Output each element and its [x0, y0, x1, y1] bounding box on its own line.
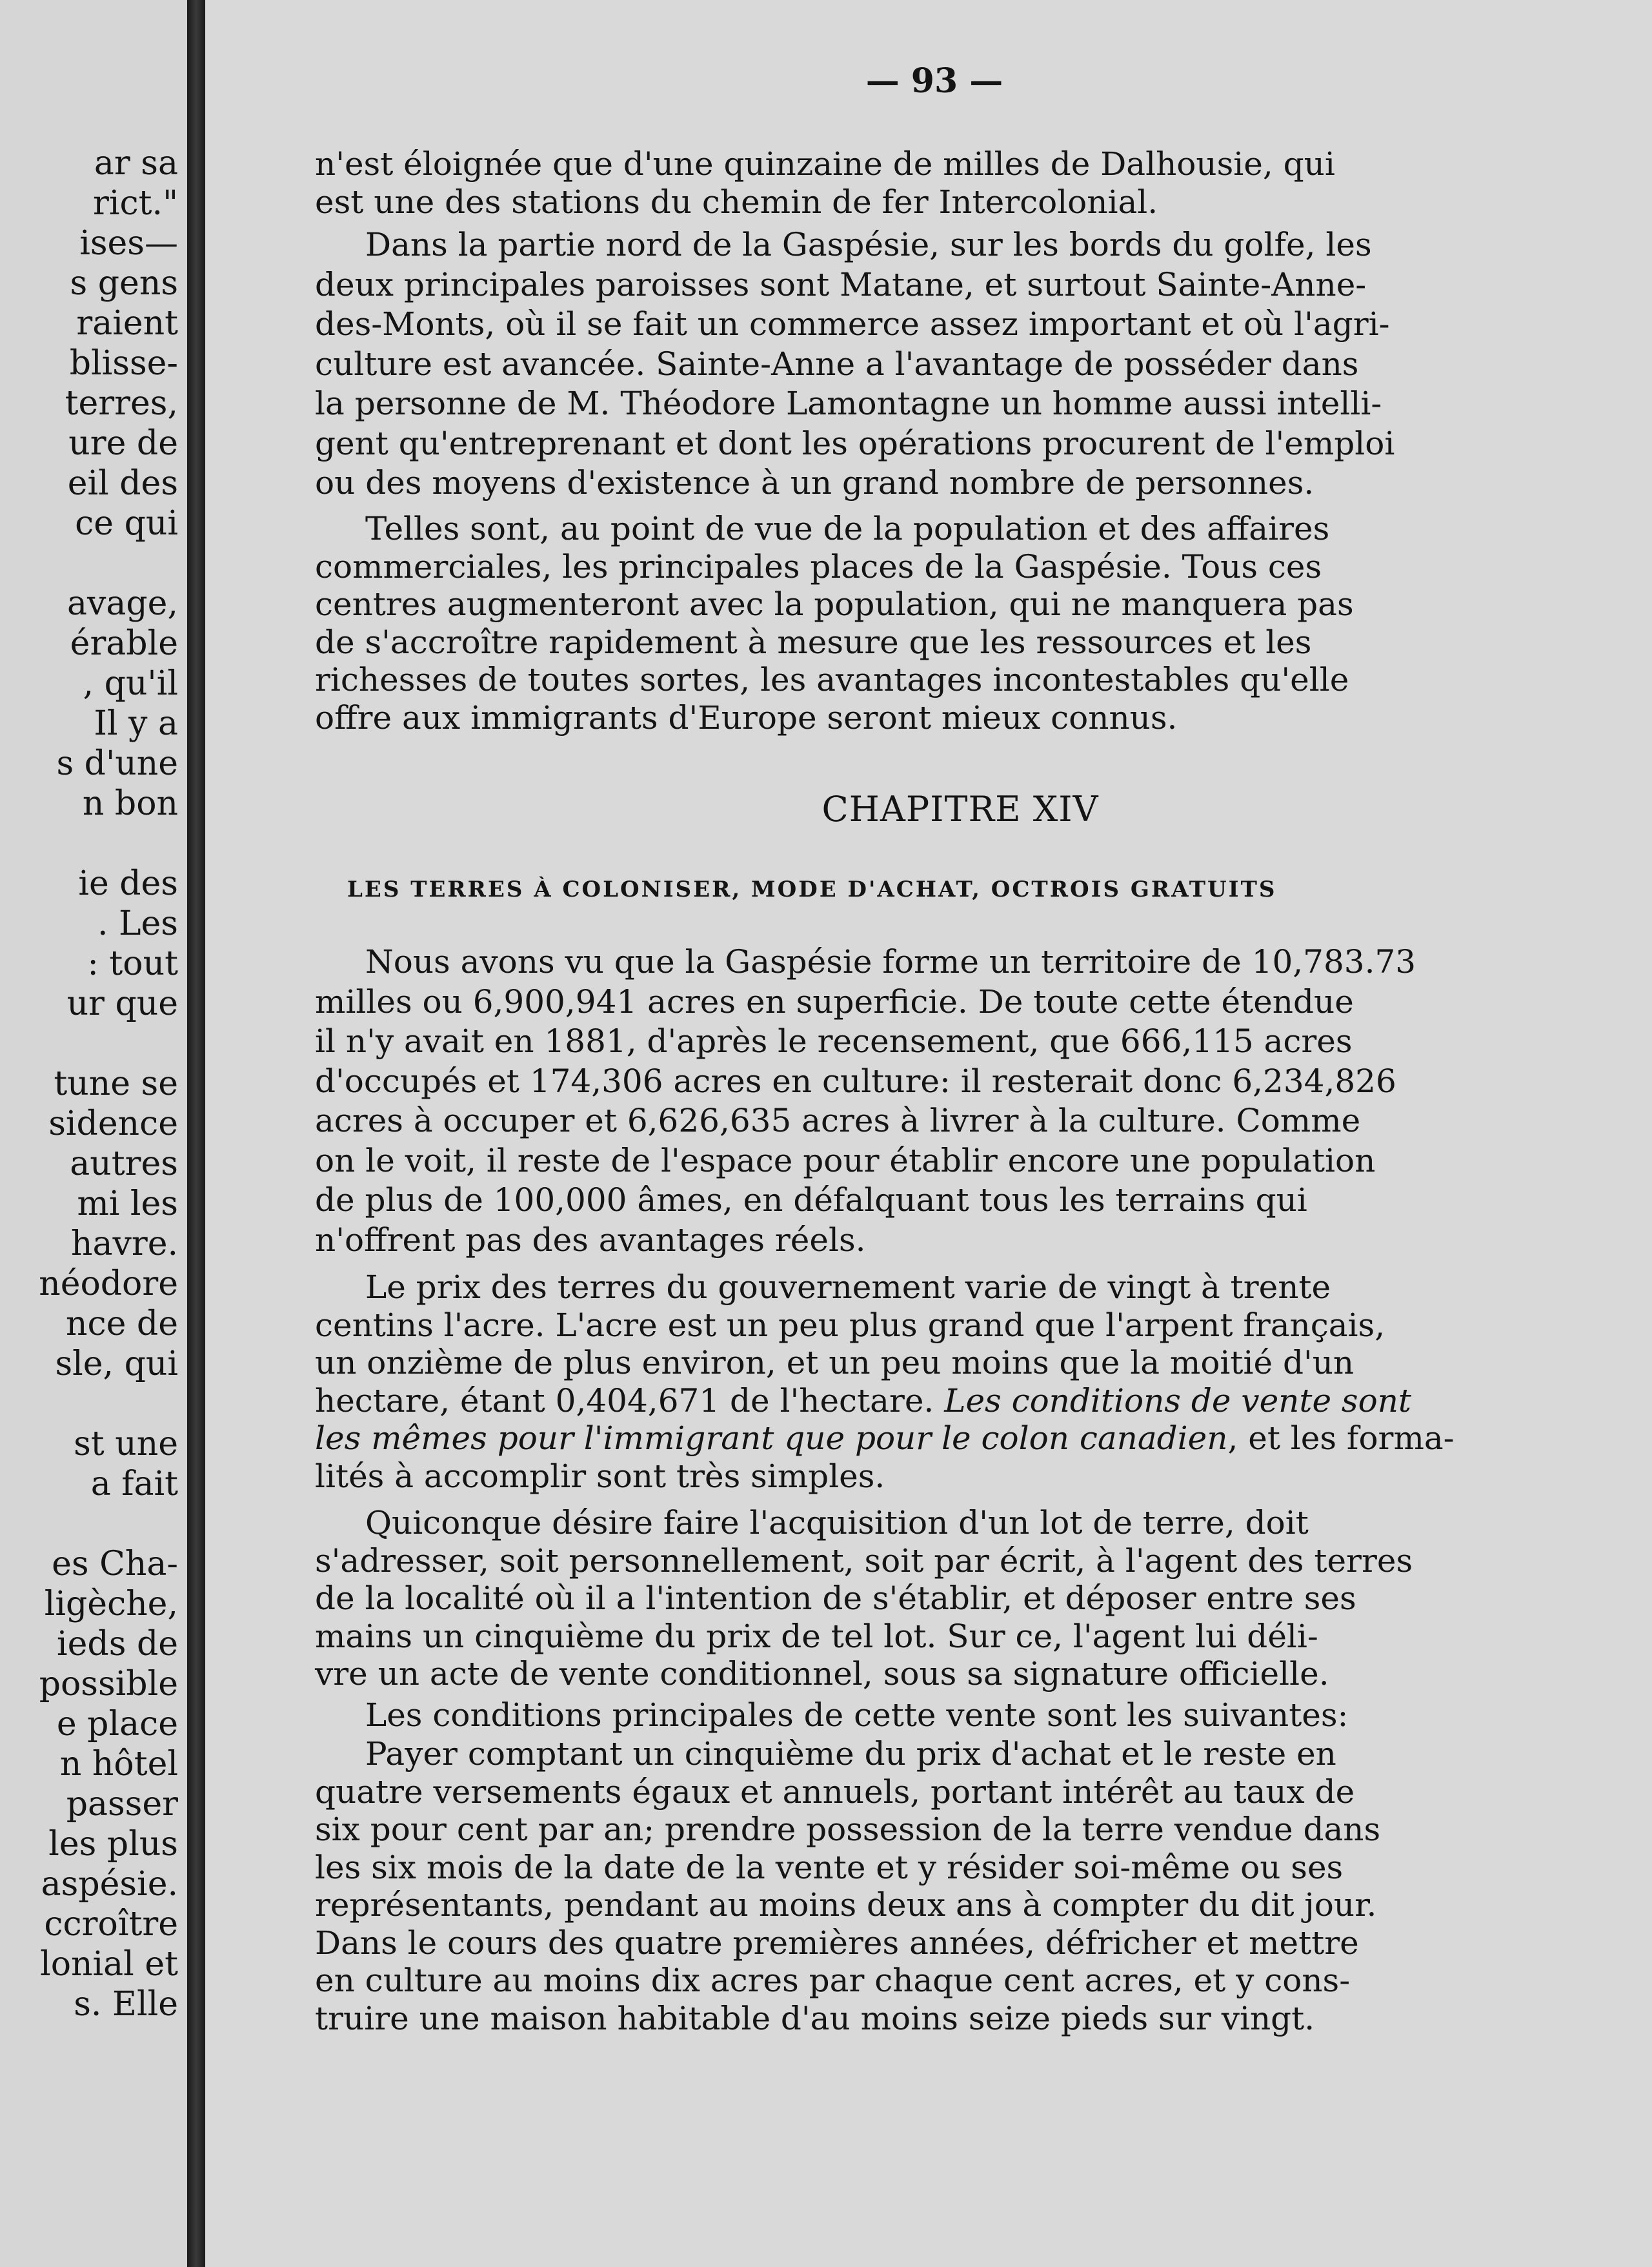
left-page-line: s. Elle — [74, 1985, 178, 2024]
text-line: la personne de M. Théodore Lamontagne un homme aussi intelli- — [315, 385, 1382, 422]
text-line: richesses de toutes sortes, les avantages incontestables qu'elle — [315, 661, 1349, 698]
text-line: Nous avons vu que la Gaspésie forme un territoire de 10,783.73 — [365, 943, 1416, 981]
left-page-line — [0, 1024, 178, 1064]
text-line — [315, 1419, 1580, 1458]
text-line: on le voit, il reste de l'espace pour établir encore une population — [315, 1141, 1376, 1179]
left-page-line: lonial et — [40, 1945, 178, 1984]
left-page-line: : tout — [87, 944, 178, 983]
left-page-line: rict." — [93, 184, 178, 223]
right-page — [205, 0, 1652, 2267]
paragraph-7 — [315, 1696, 1580, 1734]
left-page-line — [0, 824, 178, 864]
text-line: il n'y avait en 1881, d'après le recensement, que 666,115 acres — [315, 1022, 1353, 1060]
left-page-line — [0, 544, 178, 584]
left-page-line: nce de — [66, 1305, 178, 1343]
left-page-line: ligèche, — [44, 1585, 178, 1623]
paragraph-4 — [315, 942, 1580, 1260]
left-page-line: ur que — [66, 984, 178, 1023]
text-line: est une des stations du chemin de fer Intercolonial. — [315, 183, 1158, 221]
text-line: de s'accroître rapidement à mesure que les ressources et les — [315, 623, 1312, 661]
text-line: offre aux immigrants d'Europe seront mieux connus. — [315, 698, 1178, 737]
left-page-line: érable — [70, 624, 178, 663]
text-line: vre un acte de vente conditionnel, sous sa signature officielle. — [315, 1655, 1329, 1693]
left-page-line: possible — [39, 1665, 178, 1703]
text-run: hectare, étant 0,404,671 de l'hectare. — [315, 1381, 945, 1419]
text-run: , et les forma- — [1227, 1419, 1455, 1457]
left-page-line: aspésie. — [41, 1865, 178, 1904]
left-page-line: terres, — [65, 384, 178, 423]
left-page-line: ie des — [78, 864, 178, 903]
text-line: truire une maison habitable d'au moins seize pieds sur vingt. — [315, 1999, 1315, 2037]
left-page-line: Il y a — [94, 704, 178, 743]
italic-run: Les conditions de vente sont — [944, 1381, 1411, 1419]
text-line: de la localité où il a l'intention de s'établir, et déposer entre ses — [315, 1580, 1356, 1617]
left-page-line: n bon — [82, 784, 178, 823]
text-line: centins l'acre. L'acre est un peu plus grand que l'arpent français, — [315, 1306, 1385, 1344]
text-line: ou des moyens d'existence à un grand nombre de personnes. — [315, 464, 1315, 502]
text-line: commerciales, les principales places de la Gaspésie. Tous ces — [315, 547, 1322, 585]
left-page-line — [0, 1384, 178, 1424]
left-page-line: ce qui — [75, 504, 178, 543]
paragraph-6 — [315, 1504, 1580, 1693]
left-page-line: eil des — [67, 464, 178, 503]
italic-run: les mêmes pour l'immigrant que pour le colon canadien — [315, 1419, 1228, 1457]
left-page-line — [0, 1504, 178, 1544]
left-page-line: mi les — [77, 1184, 178, 1223]
text-line: milles ou 6,900,941 acres en superficie. De toute cette étendue — [315, 982, 1354, 1021]
paragraph-3 — [315, 510, 1580, 737]
text-line: quatre versements égaux et annuels, portant intérêt au taux de — [315, 1773, 1355, 1811]
text-line: gent qu'entreprenant et dont les opérations procurent de l'emploi — [315, 424, 1395, 462]
left-page-line: havre. — [70, 1225, 178, 1263]
paragraph-5 — [315, 1268, 1580, 1495]
left-page-line: s gens — [70, 264, 178, 303]
left-page-line: , qu'il — [83, 664, 178, 703]
left-page-line: sidence — [48, 1104, 178, 1143]
text-line: d'occupés et 174,306 acres en culture: il resterait donc 6,234,826 — [315, 1062, 1396, 1100]
text-line: deux principales paroisses sont Matane, et surtout Sainte-Anne- — [315, 265, 1367, 303]
left-page-line: n hôtel — [59, 1745, 178, 1784]
left-page-line: ure de — [68, 424, 178, 463]
left-page-line: tune se — [54, 1064, 178, 1103]
left-page-line: les plus — [48, 1825, 178, 1864]
text-line: de plus de 100,000 âmes, en défalquant tous les terrains qui — [315, 1181, 1307, 1219]
left-page-line: sle, qui — [55, 1345, 178, 1383]
left-page-line: ises— — [79, 224, 178, 263]
left-page-line: néodore — [39, 1265, 178, 1303]
text-line: Les conditions principales de cette vente sont les suivantes: — [365, 1696, 1349, 1734]
left-page-line: ccroître — [44, 1905, 178, 1944]
page-number: — 93 — — [865, 61, 1003, 101]
text-line: lités à accomplir sont très simples. — [315, 1457, 885, 1495]
text-line: Dans le cours des quatre premières années, défricher et mettre — [315, 1924, 1359, 1962]
left-page-text-column — [0, 143, 178, 2024]
text-line: Quiconque désire faire l'acquisition d'un lot de terre, doit — [365, 1504, 1309, 1541]
text-line: un onzième de plus environ, et un peu moins que la moitié d'un — [315, 1344, 1355, 1381]
left-page-line: ieds de — [57, 1625, 178, 1663]
left-page-line: autres — [70, 1144, 178, 1183]
left-page-fragment — [0, 0, 187, 2267]
left-page-line: es Cha- — [52, 1545, 178, 1583]
paragraph-8 — [315, 1735, 1580, 2037]
left-page-line: e place — [56, 1705, 178, 1743]
text-line: six pour cent par an; prendre possession de la terre vendue dans — [315, 1811, 1381, 1848]
left-page-line: passer — [66, 1785, 178, 1824]
text-line: acres à occuper et 6,626,635 acres à livrer à la culture. Comme — [315, 1102, 1361, 1139]
book-gutter — [187, 0, 205, 2267]
left-page-line: avage, — [67, 584, 178, 623]
text-line: en culture au moins dix acres par chaque cent acres, et y cons- — [315, 1962, 1351, 1999]
left-page-line: st une — [74, 1425, 178, 1463]
text-line: n'offrent pas des avantages réels. — [315, 1221, 866, 1259]
text-line: culture est avancée. Sainte-Anne a l'avantage de posséder dans — [315, 345, 1359, 383]
text-line: Le prix des terres du gouvernement varie de vingt à trente — [365, 1268, 1331, 1306]
paragraph-2 — [315, 225, 1580, 503]
text-line: représentants, pendant au moins deux ans à compter du dit jour. — [315, 1886, 1377, 1924]
text-line: les six mois de la date de la vente et y résider soi-même ou ses — [315, 1848, 1344, 1886]
text-line: s'adresser, soit personnellement, soit par écrit, à l'agent des terres — [315, 1541, 1413, 1580]
paragraph-1 — [315, 145, 1580, 221]
text-line: Payer comptant un cinquième du prix d'achat et le reste en — [365, 1735, 1336, 1773]
chapter-title: CHAPITRE XIV — [821, 789, 1099, 829]
text-line — [315, 1382, 1580, 1420]
text-line: Dans la partie nord de la Gaspésie, sur les bords du golfe, les — [365, 226, 1372, 263]
chapter-subtitle: LES TERRES À COLONISER, MODE D'ACHAT, OCTROIS GRATUITS — [347, 877, 1277, 902]
text-line: Telles sont, au point de vue de la population et des affaires — [365, 510, 1330, 547]
left-page-line: raient — [76, 304, 178, 343]
left-page-line: . Les — [97, 904, 178, 943]
left-page-line: blisse- — [69, 344, 178, 383]
text-line: centres augmenteront avec la population, qui ne manquera pas — [315, 585, 1354, 623]
text-line: des-Monts, où il se fait un commerce assez important et où l'agri- — [315, 305, 1390, 343]
left-page-line: s d'une — [56, 744, 178, 783]
text-line: n'est éloignée que d'une quinzaine de milles de Dalhousie, qui — [315, 145, 1335, 183]
left-page-line: ar sa — [94, 144, 178, 183]
left-page-line: a fait — [90, 1465, 178, 1503]
text-line: mains un cinquième du prix de tel lot. Sur ce, l'agent lui déli- — [315, 1617, 1318, 1655]
